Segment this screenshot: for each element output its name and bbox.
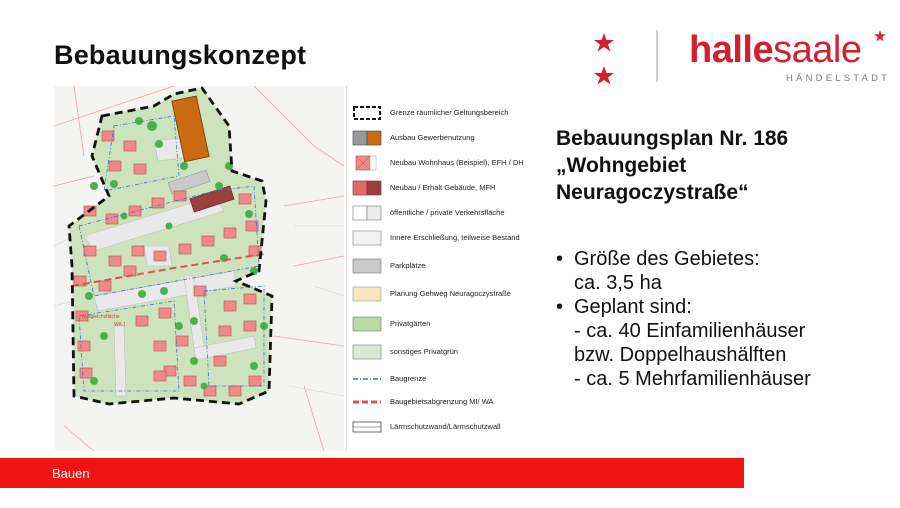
bullet-area-value: ca. 3,5 ha — [574, 272, 662, 294]
green-symbol-icon — [352, 344, 382, 360]
noisewall-symbol-icon — [352, 419, 382, 435]
star-icon — [874, 30, 886, 42]
halle-saale-wordmark: hallesaale — [689, 29, 862, 71]
legend-label: Neubau / Erhalt Gebäude, MFH — [390, 183, 496, 192]
legend-label: Ausbau Gewerbenutzung — [390, 133, 475, 142]
info-bullets — [556, 247, 896, 391]
plan-heading-line1: Bebauungsplan Nr. 186 — [556, 127, 789, 150]
garden-symbol-icon — [352, 316, 382, 332]
zoneline-symbol-icon — [352, 394, 382, 410]
site-plan-map — [54, 86, 344, 451]
boundary-symbol-icon — [352, 105, 382, 121]
plan-legend — [346, 86, 541, 451]
plan-label-ausgleich: Ausgleichsfläche — [82, 314, 120, 320]
bullet-area-label: • Größe des Gebietes: — [574, 248, 760, 270]
bullet-planned-line2: bzw. Doppelhaushälften — [574, 344, 787, 366]
footer-label: Bauen — [52, 466, 90, 481]
bullet-area — [556, 247, 896, 295]
plan-heading-line3: Neuragoczystraße“ — [556, 181, 749, 204]
legend-label: Baugebietsabgrenzung MI/ WA — [390, 397, 494, 406]
logo-subtitle: HÄNDELSTADT — [786, 73, 891, 84]
legend-label: Parkplätze — [390, 261, 426, 270]
bullet-planned-label: • Geplant sind: — [574, 296, 692, 318]
legend-label: sonstiges Privatgrün — [390, 347, 458, 356]
buildline-symbol-icon — [352, 371, 382, 387]
legend-label: Planung Gehweg Neuragoczystraße — [390, 289, 511, 298]
inner-road-symbol-icon — [352, 230, 382, 246]
bullet-planned — [556, 295, 896, 391]
mfh-symbol-icon — [352, 180, 382, 196]
plan-label-wa: WA 1 — [114, 322, 126, 328]
traffic-symbol-icon — [352, 205, 382, 221]
legend-label: Innere Erschließung, teilweise Bestand — [390, 233, 520, 242]
logo-separator — [656, 30, 658, 82]
halle-emblem-icon — [584, 30, 624, 86]
parking-symbol-icon — [352, 258, 382, 274]
legend-label: Neubau Wohnhaus (Beispiel), EFH / DH — [390, 158, 524, 167]
house-symbol-icon — [352, 155, 382, 171]
bullet-planned-line3: - ca. 5 Mehrfamilienhäuser — [574, 368, 811, 390]
legend-label: Baugrenze — [390, 374, 427, 383]
slide-title: Bebauungskonzept — [54, 40, 307, 70]
legend-label: Privatgärten — [390, 319, 431, 328]
bullet-planned-line1: - ca. 40 Einfamilienhäuser — [574, 320, 806, 342]
commercial-symbol-icon — [352, 130, 382, 146]
sidewalk-symbol-icon — [352, 286, 382, 302]
legend-label: Grenze räumlicher Geltungsbereich — [390, 108, 509, 117]
legend-label: Lärmschutzwand/Lärmschutzwall — [390, 422, 501, 431]
legend-label: öffentliche / private Verkehrsfläche — [390, 208, 505, 217]
plan-heading — [556, 125, 886, 206]
site-plan-drawing — [54, 86, 344, 451]
plan-heading-line2: „Wohngebiet — [556, 154, 687, 177]
footer-bar — [0, 458, 744, 488]
